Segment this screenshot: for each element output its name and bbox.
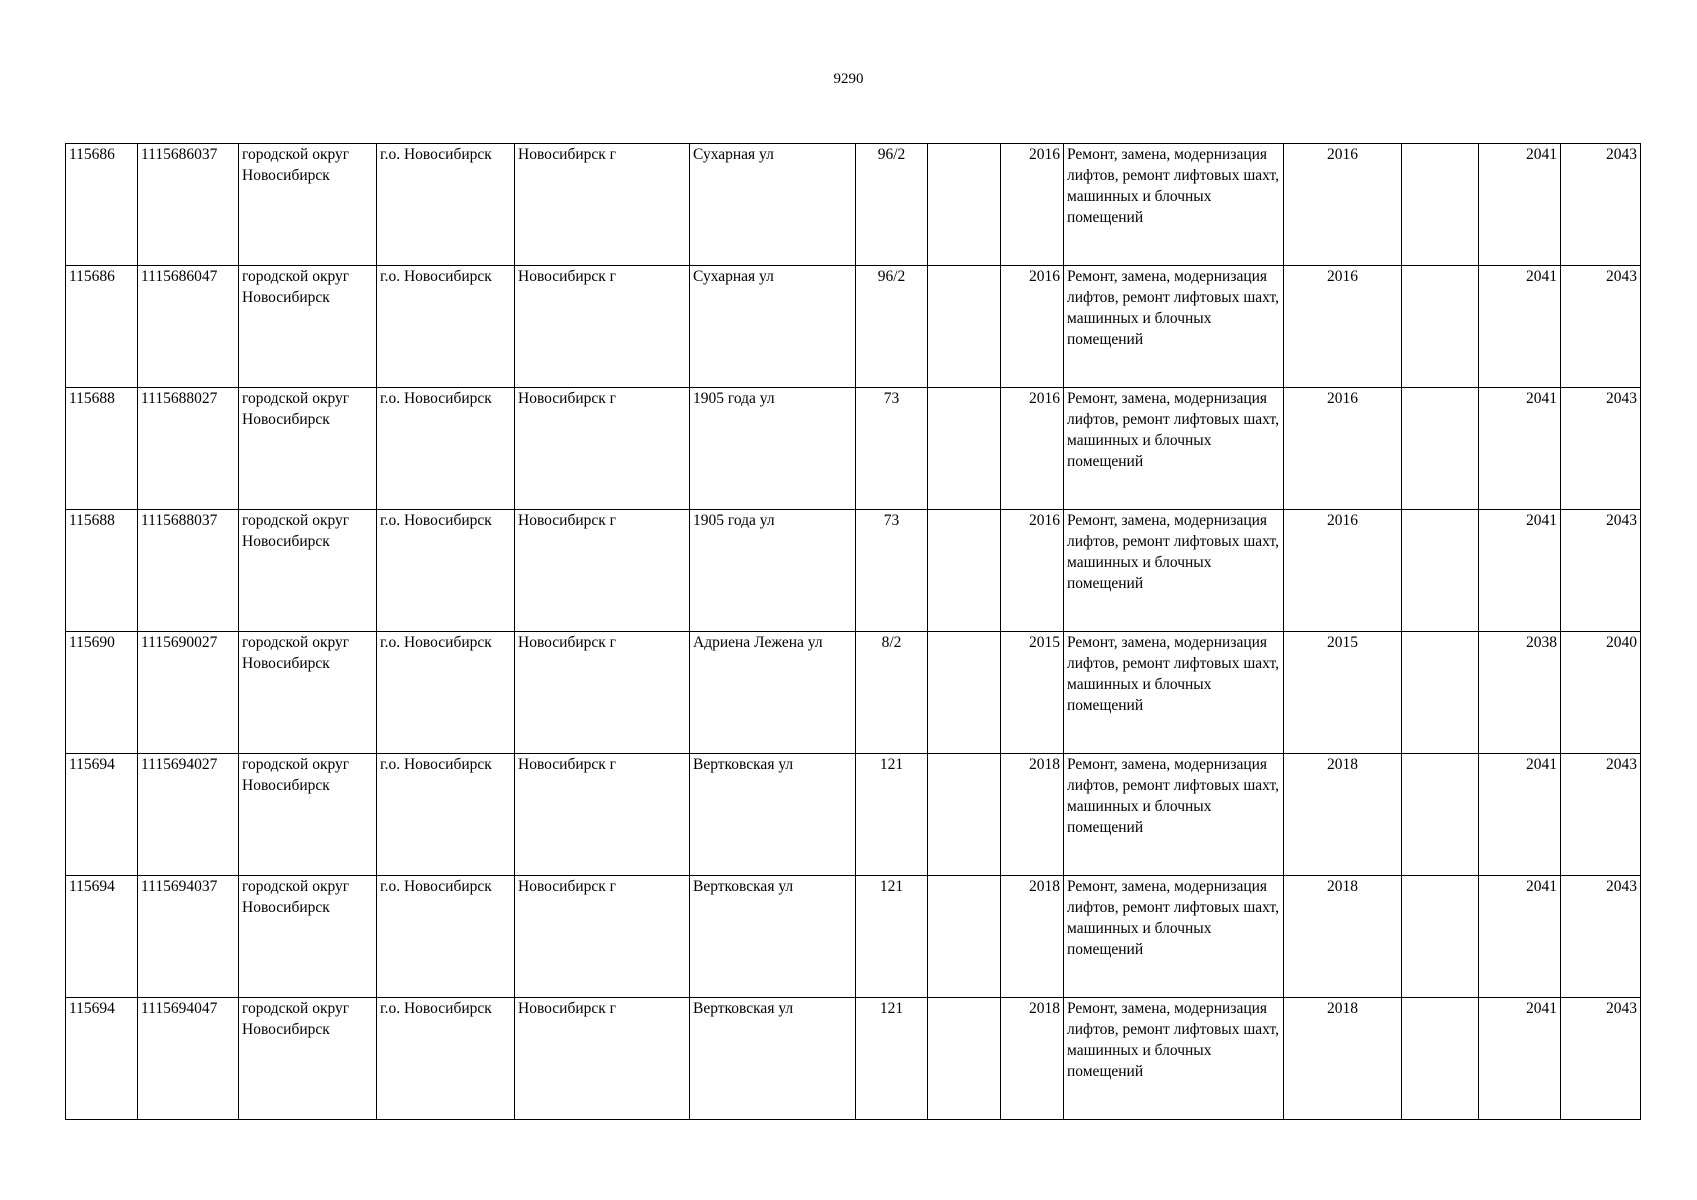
empty-cell-8 <box>928 144 1001 266</box>
house-number-cell: 121 <box>856 998 928 1120</box>
object-code-cell: 1115694037 <box>138 876 239 998</box>
empty-cell-8 <box>928 266 1001 388</box>
street-cell: Адриена Лежена ул <box>690 632 856 754</box>
table-row <box>66 876 1641 998</box>
locality-cell: Новосибирск г <box>515 266 690 388</box>
year-cell: 2016 <box>1001 388 1064 510</box>
empty-cell-12 <box>1402 510 1479 632</box>
street-cell: 1905 года ул <box>690 388 856 510</box>
settlement-cell: г.о. Новосибирск <box>377 754 515 876</box>
empty-cell-12 <box>1402 144 1479 266</box>
end-year-cell: 2043 <box>1561 388 1641 510</box>
work-type-cell: Ремонт, замена, модернизация лифтов, ремонт лифтовых шахт, машинных и блочных помещений <box>1064 266 1284 388</box>
locality-cell: Новосибирск г <box>515 876 690 998</box>
table-row <box>66 632 1641 754</box>
work-type-cell: Ремонт, замена, модернизация лифтов, ремонт лифтовых шахт, машинных и блочных помещений <box>1064 510 1284 632</box>
plan-year-cell: 2041 <box>1479 998 1561 1120</box>
empty-cell-12 <box>1402 998 1479 1120</box>
settlement-cell: г.о. Новосибирск <box>377 266 515 388</box>
work-year-cell: 2016 <box>1284 144 1402 266</box>
work-year-cell: 2018 <box>1284 754 1402 876</box>
work-type-cell: Ремонт, замена, модернизация лифтов, ремонт лифтовых шахт, машинных и блочных помещений <box>1064 388 1284 510</box>
year-cell: 2018 <box>1001 754 1064 876</box>
municipality-cell: городской округ Новосибирск <box>239 876 377 998</box>
work-type-cell: Ремонт, замена, модернизация лифтов, ремонт лифтовых шахт, машинных и блочных помещений <box>1064 144 1284 266</box>
street-cell: Вертковская ул <box>690 876 856 998</box>
house-number-cell: 8/2 <box>856 632 928 754</box>
work-year-cell: 2016 <box>1284 388 1402 510</box>
street-cell: Сухарная ул <box>690 266 856 388</box>
record-id-cell: 115686 <box>66 144 138 266</box>
empty-cell-12 <box>1402 754 1479 876</box>
record-id-cell: 115688 <box>66 388 138 510</box>
table-row <box>66 144 1641 266</box>
street-cell: Вертковская ул <box>690 998 856 1120</box>
table-row <box>66 998 1641 1120</box>
end-year-cell: 2043 <box>1561 876 1641 998</box>
settlement-cell: г.о. Новосибирск <box>377 998 515 1120</box>
end-year-cell: 2040 <box>1561 632 1641 754</box>
settlement-cell: г.о. Новосибирск <box>377 144 515 266</box>
record-id-cell: 115694 <box>66 876 138 998</box>
empty-cell-8 <box>928 632 1001 754</box>
plan-year-cell: 2041 <box>1479 510 1561 632</box>
locality-cell: Новосибирск г <box>515 632 690 754</box>
empty-cell-8 <box>928 388 1001 510</box>
municipality-cell: городской округ Новосибирск <box>239 144 377 266</box>
object-code-cell: 1115694047 <box>138 998 239 1120</box>
work-type-cell: Ремонт, замена, модернизация лифтов, ремонт лифтовых шахт, машинных и блочных помещений <box>1064 632 1284 754</box>
plan-year-cell: 2041 <box>1479 876 1561 998</box>
empty-cell-12 <box>1402 876 1479 998</box>
empty-cell-12 <box>1402 266 1479 388</box>
record-id-cell: 115694 <box>66 754 138 876</box>
plan-year-cell: 2041 <box>1479 144 1561 266</box>
object-code-cell: 1115690027 <box>138 632 239 754</box>
municipality-cell: городской округ Новосибирск <box>239 510 377 632</box>
street-cell: Вертковская ул <box>690 754 856 876</box>
locality-cell: Новосибирск г <box>515 754 690 876</box>
locality-cell: Новосибирск г <box>515 510 690 632</box>
work-type-cell: Ремонт, замена, модернизация лифтов, ремонт лифтовых шахт, машинных и блочных помещений <box>1064 998 1284 1120</box>
house-number-cell: 73 <box>856 388 928 510</box>
register-table <box>65 143 1641 1120</box>
work-year-cell: 2018 <box>1284 998 1402 1120</box>
object-code-cell: 1115686037 <box>138 144 239 266</box>
settlement-cell: г.о. Новосибирск <box>377 632 515 754</box>
end-year-cell: 2043 <box>1561 266 1641 388</box>
year-cell: 2018 <box>1001 876 1064 998</box>
plan-year-cell: 2041 <box>1479 388 1561 510</box>
record-id-cell: 115686 <box>66 266 138 388</box>
end-year-cell: 2043 <box>1561 510 1641 632</box>
object-code-cell: 1115686047 <box>138 266 239 388</box>
plan-year-cell: 2041 <box>1479 754 1561 876</box>
table-row <box>66 266 1641 388</box>
page-number: 9290 <box>833 71 864 87</box>
locality-cell: Новосибирск г <box>515 388 690 510</box>
municipality-cell: городской округ Новосибирск <box>239 388 377 510</box>
record-id-cell: 115688 <box>66 510 138 632</box>
work-type-cell: Ремонт, замена, модернизация лифтов, ремонт лифтовых шахт, машинных и блочных помещений <box>1064 754 1284 876</box>
work-year-cell: 2016 <box>1284 510 1402 632</box>
municipality-cell: городской округ Новосибирск <box>239 266 377 388</box>
year-cell: 2016 <box>1001 510 1064 632</box>
work-year-cell: 2018 <box>1284 876 1402 998</box>
empty-cell-8 <box>928 510 1001 632</box>
settlement-cell: г.о. Новосибирск <box>377 388 515 510</box>
empty-cell-12 <box>1402 632 1479 754</box>
settlement-cell: г.о. Новосибирск <box>377 876 515 998</box>
object-code-cell: 1115688037 <box>138 510 239 632</box>
municipality-cell: городской округ Новосибирск <box>239 632 377 754</box>
table-row <box>66 388 1641 510</box>
table-row <box>66 510 1641 632</box>
house-number-cell: 121 <box>856 876 928 998</box>
street-cell: Сухарная ул <box>690 144 856 266</box>
end-year-cell: 2043 <box>1561 754 1641 876</box>
plan-year-cell: 2038 <box>1479 632 1561 754</box>
locality-cell: Новосибирск г <box>515 144 690 266</box>
record-id-cell: 115694 <box>66 998 138 1120</box>
year-cell: 2016 <box>1001 144 1064 266</box>
empty-cell-8 <box>928 754 1001 876</box>
empty-cell-8 <box>928 998 1001 1120</box>
work-year-cell: 2015 <box>1284 632 1402 754</box>
work-year-cell: 2016 <box>1284 266 1402 388</box>
year-cell: 2018 <box>1001 998 1064 1120</box>
record-id-cell: 115690 <box>66 632 138 754</box>
municipality-cell: городской округ Новосибирск <box>239 998 377 1120</box>
plan-year-cell: 2041 <box>1479 266 1561 388</box>
house-number-cell: 96/2 <box>856 144 928 266</box>
municipality-cell: городской округ Новосибирск <box>239 754 377 876</box>
house-number-cell: 96/2 <box>856 266 928 388</box>
object-code-cell: 1115694027 <box>138 754 239 876</box>
empty-cell-8 <box>928 876 1001 998</box>
house-number-cell: 73 <box>856 510 928 632</box>
locality-cell: Новосибирск г <box>515 998 690 1120</box>
table-row <box>66 754 1641 876</box>
street-cell: 1905 года ул <box>690 510 856 632</box>
end-year-cell: 2043 <box>1561 998 1641 1120</box>
year-cell: 2015 <box>1001 632 1064 754</box>
year-cell: 2016 <box>1001 266 1064 388</box>
settlement-cell: г.о. Новосибирск <box>377 510 515 632</box>
house-number-cell: 121 <box>856 754 928 876</box>
object-code-cell: 1115688027 <box>138 388 239 510</box>
work-type-cell: Ремонт, замена, модернизация лифтов, ремонт лифтовых шахт, машинных и блочных помещений <box>1064 876 1284 998</box>
table-body <box>66 144 1641 1120</box>
empty-cell-12 <box>1402 388 1479 510</box>
end-year-cell: 2043 <box>1561 144 1641 266</box>
